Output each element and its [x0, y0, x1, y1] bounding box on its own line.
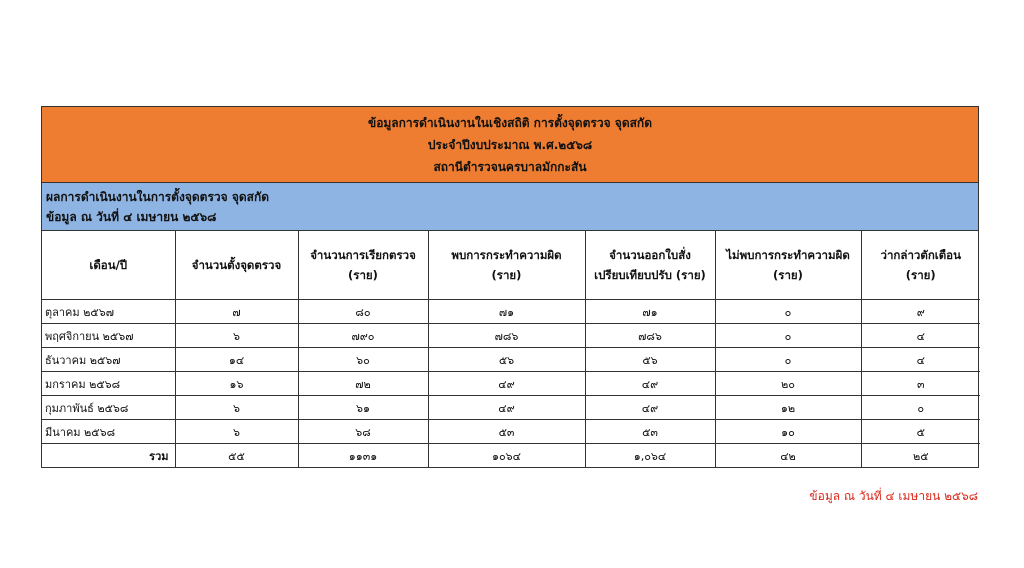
table-row: [42, 348, 980, 372]
title-line-1: ข้อมูลการดำเนินงานในเชิงสถิติ การตั้งจุดตรวจ จุดสกัด: [367, 115, 652, 130]
month-cell: กุมภาพันธ์ ๒๕๖๘: [42, 396, 175, 420]
table-row: [42, 396, 980, 420]
table-row: [42, 372, 980, 396]
table-body: [42, 300, 980, 468]
title-line-3: สถานีตำรวจนครบาลมักกะสัน: [433, 159, 587, 174]
value-cell: ๒๐: [715, 372, 861, 396]
column-header-line-1: จำนวนออกใบสั่ง: [609, 248, 691, 262]
column-header: [715, 231, 861, 300]
month-cell: พฤศจิกายน ๒๕๖๗: [42, 324, 175, 348]
column-header: [585, 231, 715, 300]
table-row: [42, 300, 980, 324]
column-header: [861, 231, 980, 300]
column-header-line-1: จำนวนการเรียกตรวจ: [310, 248, 416, 262]
value-cell: ๙: [861, 300, 980, 324]
total-label: รวม: [42, 444, 175, 468]
column-header-line-2: (ราย): [348, 268, 378, 282]
total-row: [42, 444, 980, 468]
column-header-line-1: พบการกระทำความผิด: [451, 248, 562, 262]
column-header-line-2: (ราย): [491, 268, 522, 282]
value-cell: ๕๖: [428, 348, 585, 372]
value-cell: ๔๙: [428, 396, 585, 420]
column-header-line-1: ว่ากล่าวตักเตือน: [880, 248, 961, 262]
month-cell: มีนาคม ๒๕๖๘: [42, 420, 175, 444]
column-header: [298, 231, 428, 300]
statistics-table: [42, 231, 980, 467]
value-cell: ๖: [175, 396, 298, 420]
value-cell: ๐: [715, 348, 861, 372]
value-cell: ๖๐: [298, 348, 428, 372]
value-cell: ๘๐: [298, 300, 428, 324]
value-cell: ๐: [715, 300, 861, 324]
value-cell: ๑๒: [715, 396, 861, 420]
column-header-line-1: ไม่พบการกระทำความผิด: [726, 248, 850, 262]
value-cell: ๔๙: [585, 396, 715, 420]
column-header-line-2: เปรียบเทียบปรับ (ราย): [594, 268, 706, 282]
value-cell: ๖: [175, 324, 298, 348]
value-cell: ๑๐: [715, 420, 861, 444]
value-cell: ๓: [861, 372, 980, 396]
total-value-cell: ๑๐๖๔: [428, 444, 585, 468]
value-cell: ๗๙๐: [298, 324, 428, 348]
total-value-cell: ๑,๐๖๔: [585, 444, 715, 468]
value-cell: ๗๘๖: [585, 324, 715, 348]
total-value-cell: ๑๑๓๑: [298, 444, 428, 468]
month-cell: ธันวาคม ๒๕๖๗: [42, 348, 175, 372]
value-cell: ๗๑: [428, 300, 585, 324]
table-row: [42, 420, 980, 444]
statistics-sheet: [41, 106, 979, 468]
subtitle-band: [42, 183, 978, 231]
total-value-cell: ๔๒: [715, 444, 861, 468]
table-header: [42, 231, 980, 300]
title-band: [42, 107, 978, 183]
value-cell: ๔๙: [428, 372, 585, 396]
value-cell: ๐: [861, 396, 980, 420]
column-header: [175, 231, 298, 300]
total-value-cell: ๒๕: [861, 444, 980, 468]
month-cell: ตุลาคม ๒๕๖๗: [42, 300, 175, 324]
title-line-2: ประจำปีงบประมาณ พ.ศ.๒๕๖๘: [427, 137, 593, 152]
value-cell: ๖: [175, 420, 298, 444]
footnote: ข้อมูล ณ วันที่ ๔ เมษายน ๒๕๖๘: [809, 489, 978, 503]
value-cell: ๑๔: [175, 348, 298, 372]
value-cell: ๔๙: [585, 372, 715, 396]
value-cell: ๕๓: [585, 420, 715, 444]
value-cell: ๑๖: [175, 372, 298, 396]
value-cell: ๗: [175, 300, 298, 324]
subtitle-line-2: ข้อมูล ณ วันที่ ๔ เมษายน ๒๕๖๘: [46, 210, 217, 224]
value-cell: ๖๑: [298, 396, 428, 420]
column-header: [42, 231, 175, 300]
month-cell: มกราคม ๒๕๖๘: [42, 372, 175, 396]
value-cell: ๐: [715, 324, 861, 348]
value-cell: ๕๓: [428, 420, 585, 444]
header-row: [42, 231, 980, 300]
column-header-line-2: (ราย): [773, 268, 803, 282]
value-cell: ๕๖: [585, 348, 715, 372]
subtitle-line-1: ผลการดำเนินงานในการตั้งจุดตรวจ จุดสกัด: [46, 190, 270, 204]
value-cell: ๖๘: [298, 420, 428, 444]
value-cell: ๗๘๖: [428, 324, 585, 348]
total-value-cell: ๕๕: [175, 444, 298, 468]
table-row: [42, 324, 980, 348]
value-cell: ๗๒: [298, 372, 428, 396]
column-header: [428, 231, 585, 300]
column-header-line-2: (ราย): [905, 268, 936, 282]
value-cell: ๔: [861, 348, 980, 372]
value-cell: ๗๑: [585, 300, 715, 324]
column-header-line-1: จำนวนตั้งจุดตรวจ: [191, 258, 282, 272]
column-header-line-1: เดือน/ปี: [89, 258, 128, 272]
value-cell: ๔: [861, 324, 980, 348]
value-cell: ๕: [861, 420, 980, 444]
